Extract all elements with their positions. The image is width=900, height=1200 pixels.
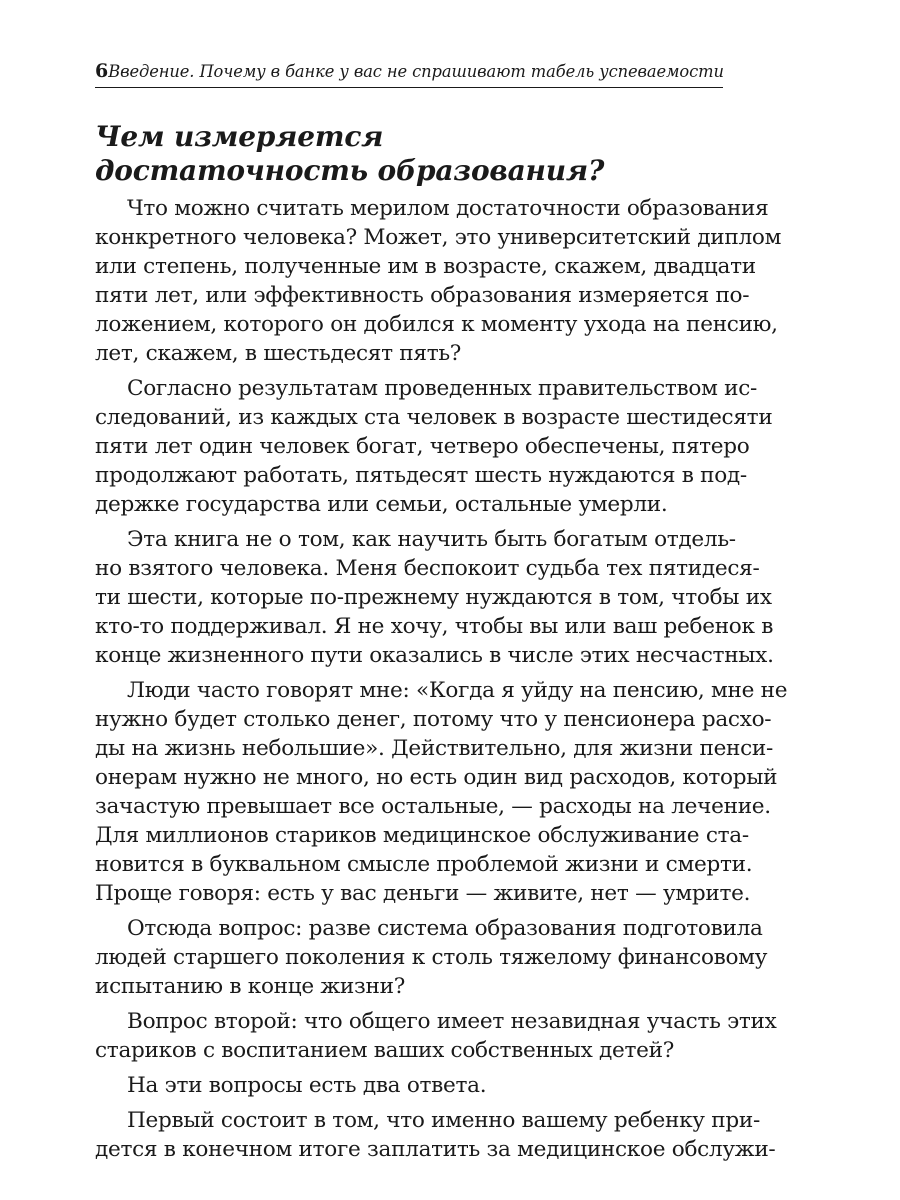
text-line: лет, скажем, в шестьдесят пять? — [95, 341, 462, 366]
paragraph — [95, 374, 773, 519]
paragraph — [95, 1106, 776, 1164]
page-number: 6 — [95, 60, 109, 82]
text-line: Эта книга не о том, как научить быть богатым отдель- — [127, 527, 736, 552]
paragraph — [95, 194, 782, 368]
text-line: конкретного человека? Может, это университетский диплом — [95, 225, 782, 250]
text-line: держке государства или семьи, остальные умерли. — [95, 492, 668, 517]
text-line: но взятого человека. Меня беспокоит судьба тех пятидеся- — [95, 556, 760, 581]
text-line: нужно будет столько денег, потому что у пенсионера расхо- — [95, 707, 772, 732]
text-line: зачастую превышает все остальные, — расходы на лечение. — [95, 794, 771, 819]
text-line: дется в конечном итоге заплатить за медицинское обслужи- — [95, 1137, 776, 1162]
paragraph — [95, 1007, 777, 1065]
text-line: ложением, которого он добился к моменту ухода на пенсию, — [95, 312, 778, 337]
text-line: Проще говоря: есть у вас деньги — живите, нет — умрите. — [95, 881, 751, 906]
paragraph — [95, 914, 768, 1001]
body-text — [95, 194, 788, 1164]
paragraph — [95, 676, 788, 908]
text-line: следований, из каждых ста человек в возрасте шестидесяти — [95, 405, 773, 430]
text-line: конце жизненного пути оказались в числе этих несчастных. — [95, 643, 774, 668]
text-line: На эти вопросы есть два ответа. — [127, 1073, 487, 1098]
text-line: Первый состоит в том, что именно вашему ребенку при- — [127, 1108, 760, 1133]
running-title: Введение. Почему в банке у вас не спрашивают табель успеваемости — [108, 62, 724, 81]
running-head — [95, 60, 723, 88]
text-line: ти шести, которые по-прежнему нуждаются в том, чтобы их — [95, 585, 772, 610]
text-line: людей старшего поколения к столь тяжелому финансовому — [95, 945, 768, 970]
text-line: стариков с воспитанием ваших собственных детей? — [95, 1038, 674, 1063]
text-line: Для миллионов стариков медицинское обслуживание ста- — [95, 823, 749, 848]
section-heading-line-2: достаточность образования? — [95, 154, 605, 187]
text-line: Люди часто говорят мне: «Когда я уйду на пенсию, мне не — [127, 678, 788, 703]
text-line: пяти лет, или эффективность образования измеряется по- — [95, 283, 750, 308]
paragraph — [95, 525, 774, 670]
text-line: Что можно считать мерилом достаточности образования — [127, 196, 769, 221]
text-line: или степень, полученные им в возрасте, скажем, двадцати — [95, 254, 756, 279]
text-line: Согласно результатам проведенных правительством ис- — [127, 376, 758, 401]
text-line: продолжают работать, пятьдесят шесть нуждаются в под- — [95, 463, 747, 488]
text-line: Отсюда вопрос: разве система образования подготовила — [127, 916, 763, 941]
section-heading — [95, 120, 723, 188]
text-line: пяти лет один человек богат, четверо обеспечены, пятеро — [95, 434, 750, 459]
section-heading-line-1: Чем измеряется — [95, 120, 384, 153]
text-line: кто-то поддерживал. Я не хочу, чтобы вы или ваш ребенок в — [95, 614, 774, 639]
paragraph — [95, 1071, 723, 1100]
text-line: испытанию в конце жизни? — [95, 974, 405, 999]
text-line: онерам нужно не много, но есть один вид расходов, который — [95, 765, 778, 790]
text-line: ды на жизнь небольшие». Действительно, для жизни пенси- — [95, 736, 774, 761]
book-page — [95, 60, 788, 1170]
text-line: новится в буквальном смысле проблемой жизни и смерти. — [95, 852, 753, 877]
text-line: Вопрос второй: что общего имеет незавидная участь этих — [127, 1009, 777, 1034]
